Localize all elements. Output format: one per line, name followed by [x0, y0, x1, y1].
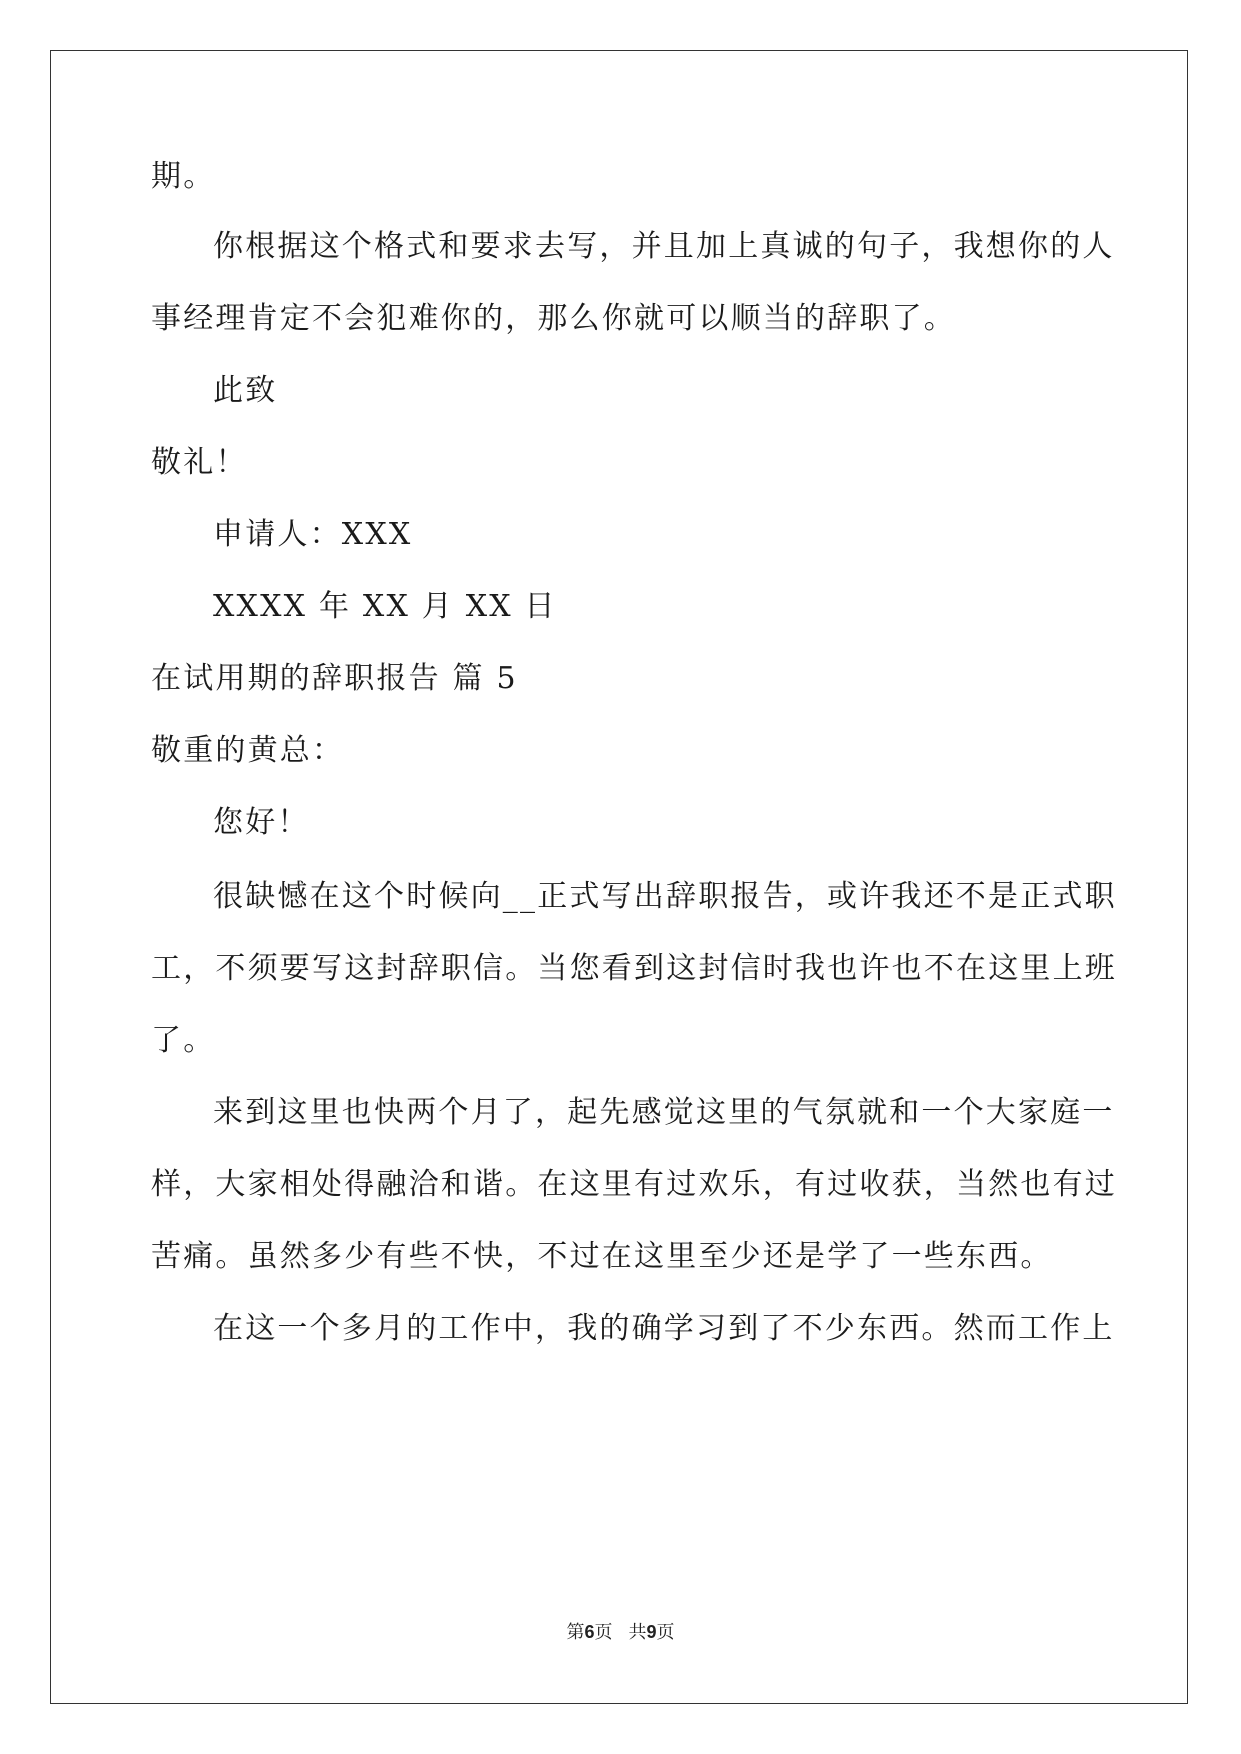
- footer-prefix: 第: [566, 1622, 585, 1643]
- paragraph-3-line-1: 在这一个多月的工作中，我的确学习到了不少东西。然而工作上: [213, 1311, 1115, 1346]
- paragraph-1-line-3: 了。: [151, 1023, 216, 1058]
- body-line-3: 事经理肯定不会犯难你的，那么你就可以顺当的辞职了。: [151, 301, 956, 336]
- paragraph-2-line-3: 苦痛。虽然多少有些不快，不过在这里至少还是学了一些东西。: [151, 1239, 1053, 1274]
- paragraph-2-line-2: 样，大家相处得融洽和谐。在这里有过欢乐，有过收获，当然也有过: [151, 1167, 1117, 1202]
- paragraph-1-line-2: 工，不须要写这封辞职信。当您看到这封信时我也许也不在这里上班: [151, 951, 1117, 986]
- section-heading: 在试用期的辞职报告 篇 5: [151, 661, 518, 696]
- footer-total-suffix: 页: [656, 1622, 675, 1643]
- footer-total-prefix: 共: [628, 1622, 647, 1643]
- closing-ci-zhi: 此致: [213, 373, 278, 408]
- page-footer: [0, 1620, 1241, 1645]
- greeting: 您好！: [213, 805, 310, 840]
- body-line-1: 期。: [151, 159, 216, 194]
- body-line-2: 你根据这个格式和要求去写，并且加上真诚的句子，我想你的人: [213, 229, 1115, 264]
- salutation: 敬重的黄总：: [151, 733, 345, 768]
- closing-jing-li: 敬礼！: [151, 445, 248, 480]
- applicant-line: 申请人：XXX: [213, 517, 413, 552]
- footer-page-suffix: 页: [594, 1622, 613, 1643]
- current-page-number: 6: [584, 1622, 595, 1642]
- total-page-number: 9: [646, 1622, 657, 1642]
- paragraph-2-line-1: 来到这里也快两个月了，起先感觉这里的气氛就和一个大家庭一: [213, 1095, 1115, 1130]
- date-line: XXXX 年 XX 月 XX 日: [213, 589, 557, 624]
- paragraph-1-line-1: 很缺憾在这个时候向__正式写出辞职报告，或许我还不是正式职: [213, 879, 1117, 914]
